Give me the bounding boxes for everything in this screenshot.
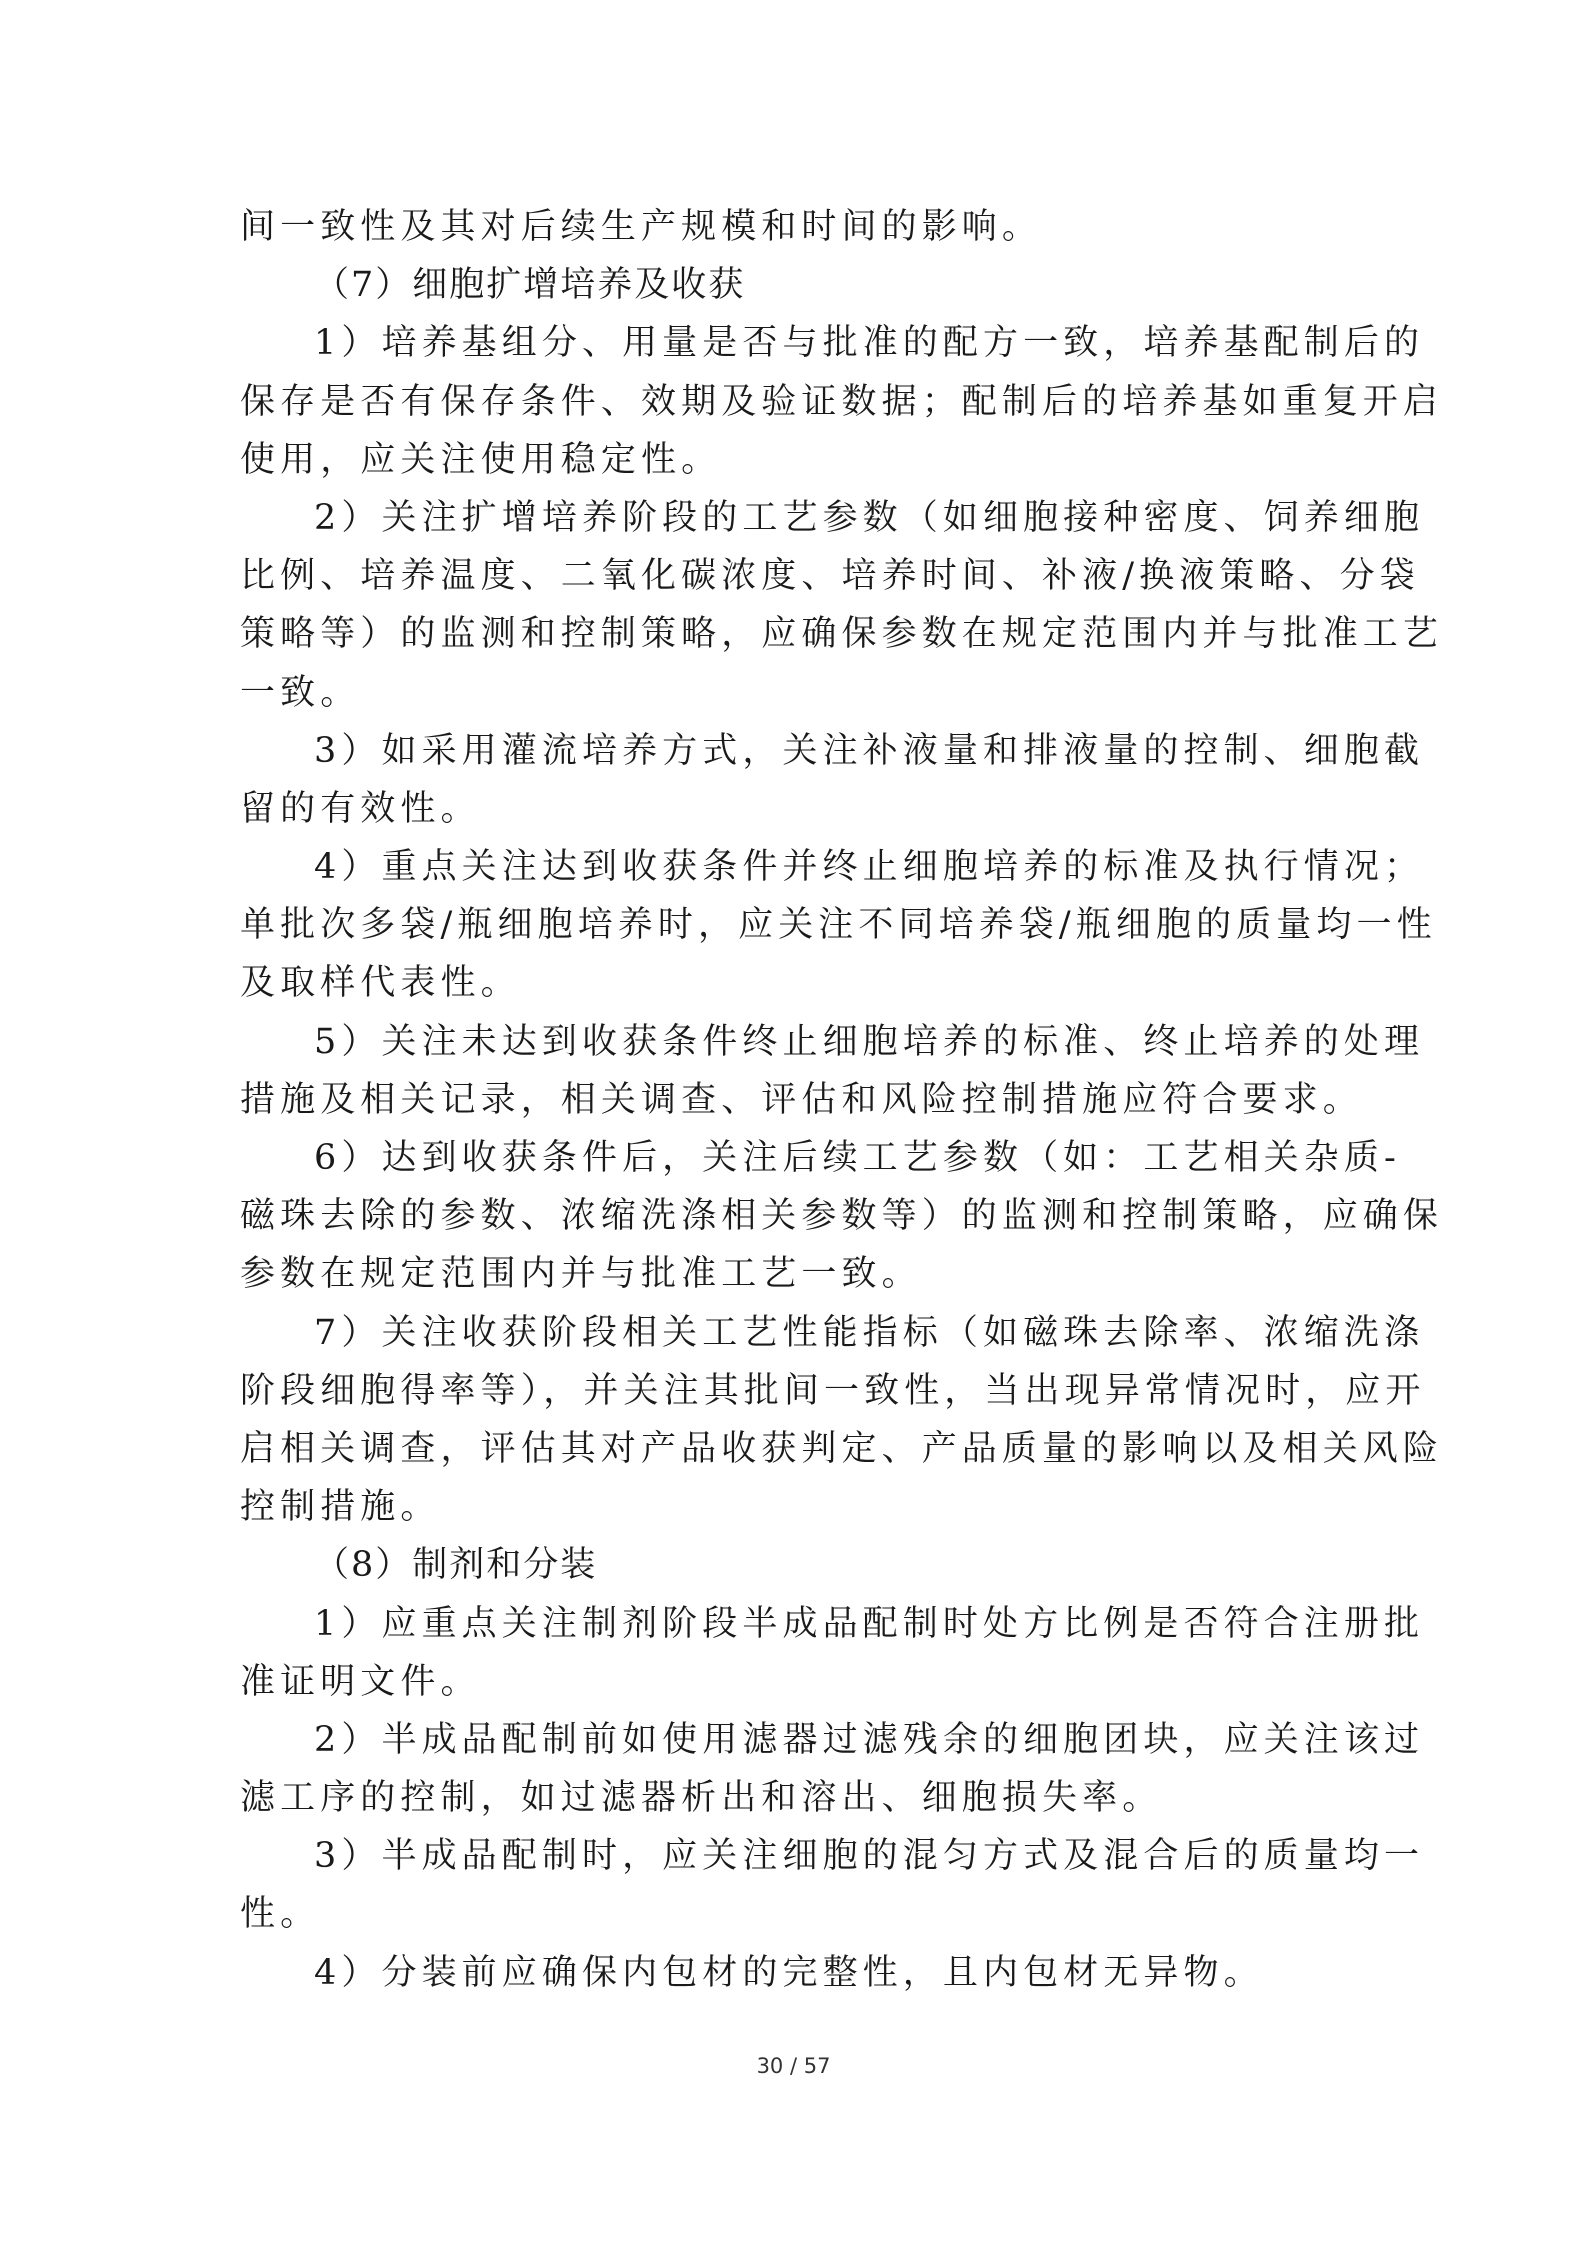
document-body (240, 198, 1444, 2002)
paragraph-first-line: 1）应重点关注制剂阶段半成品配制时处方比例是否符合注册批 (314, 1603, 1425, 1644)
section-heading: （8）制剂和分装 (314, 1545, 598, 1586)
text-line: 保存是否有保存条件、效期及验证数据；配制后的培养基如重复开启 (240, 381, 1444, 422)
text-line: 控制措施。 (240, 1487, 441, 1528)
text-line: 措施及相关记录，相关调查、评估和风险控制措施应符合要求。 (240, 1079, 1363, 1120)
text-line: 使用，应关注使用稳定性。 (240, 439, 722, 480)
text-line: 准证明文件。 (240, 1661, 481, 1702)
section-heading: （7）细胞扩增培养及收获 (314, 265, 746, 306)
paragraph-first-line: 2）半成品配制前如使用滤器过滤残余的细胞团块，应关注该过 (314, 1719, 1425, 1760)
text-line: 比例、培养温度、二氧化碳浓度、培养时间、补液/换液策略、分袋 (240, 556, 1420, 597)
text-line: 阶段细胞得率等），并关注其批间一致性，当出现异常情况时，应开 (240, 1370, 1426, 1411)
text-line: 滤工序的控制，如过滤器析出和溶出、细胞损失率。 (240, 1778, 1163, 1819)
text-line: 性。 (240, 1894, 321, 1935)
paragraph-first-line: 3）半成品配制时，应关注细胞的混匀方式及混合后的质量均一 (314, 1836, 1425, 1877)
paragraph-first-line: 3）如采用灌流培养方式，关注补液量和排液量的控制、细胞截 (314, 730, 1425, 771)
paragraph-first-line: 5）关注未达到收获条件终止细胞培养的标准、终止培养的处理 (314, 1021, 1425, 1062)
text-line: 留的有效性。 (240, 788, 481, 829)
page-number: 30 / 57 (756, 2054, 831, 2078)
text-line: 参数在规定范围内并与批准工艺一致。 (240, 1254, 922, 1295)
paragraph-first-line: 2）关注扩增培养阶段的工艺参数（如细胞接种密度、饲养细胞 (314, 497, 1425, 538)
text-line: 单批次多袋/瓶细胞培养时，应关注不同培养袋/瓶细胞的质量均一性 (240, 905, 1437, 946)
text-line: 磁珠去除的参数、浓缩洗涤相关参数等）的监测和控制策略，应确保 (240, 1196, 1444, 1237)
text-line: 一致。 (240, 672, 361, 713)
text-line: 及取样代表性。 (240, 963, 521, 1004)
text-line: 间一致性及其对后续生产规模和时间的影响。 (240, 207, 1043, 247)
paragraph-first-line: 7）关注收获阶段相关工艺性能指标（如磁珠去除率、浓缩洗涤 (314, 1312, 1425, 1353)
paragraph-first-line: 1）培养基组分、用量是否与批准的配方一致，培养基配制后的 (314, 323, 1425, 364)
text-line: 策略等）的监测和控制策略，应确保参数在规定范围内并与批准工艺 (240, 614, 1444, 655)
text-line: 启相关调查，评估其对产品收获判定、产品质量的影响以及相关风险 (240, 1428, 1444, 1469)
paragraph-first-line: 6）达到收获条件后，关注后续工艺参数（如：工艺相关杂质- (314, 1138, 1401, 1178)
paragraph-first-line: 4）分装前应确保内包材的完整性，且内包材无异物。 (314, 1952, 1264, 1993)
paragraph-first-line: 4）重点关注达到收获条件并终止细胞培养的标准及执行情况； (314, 847, 1425, 888)
